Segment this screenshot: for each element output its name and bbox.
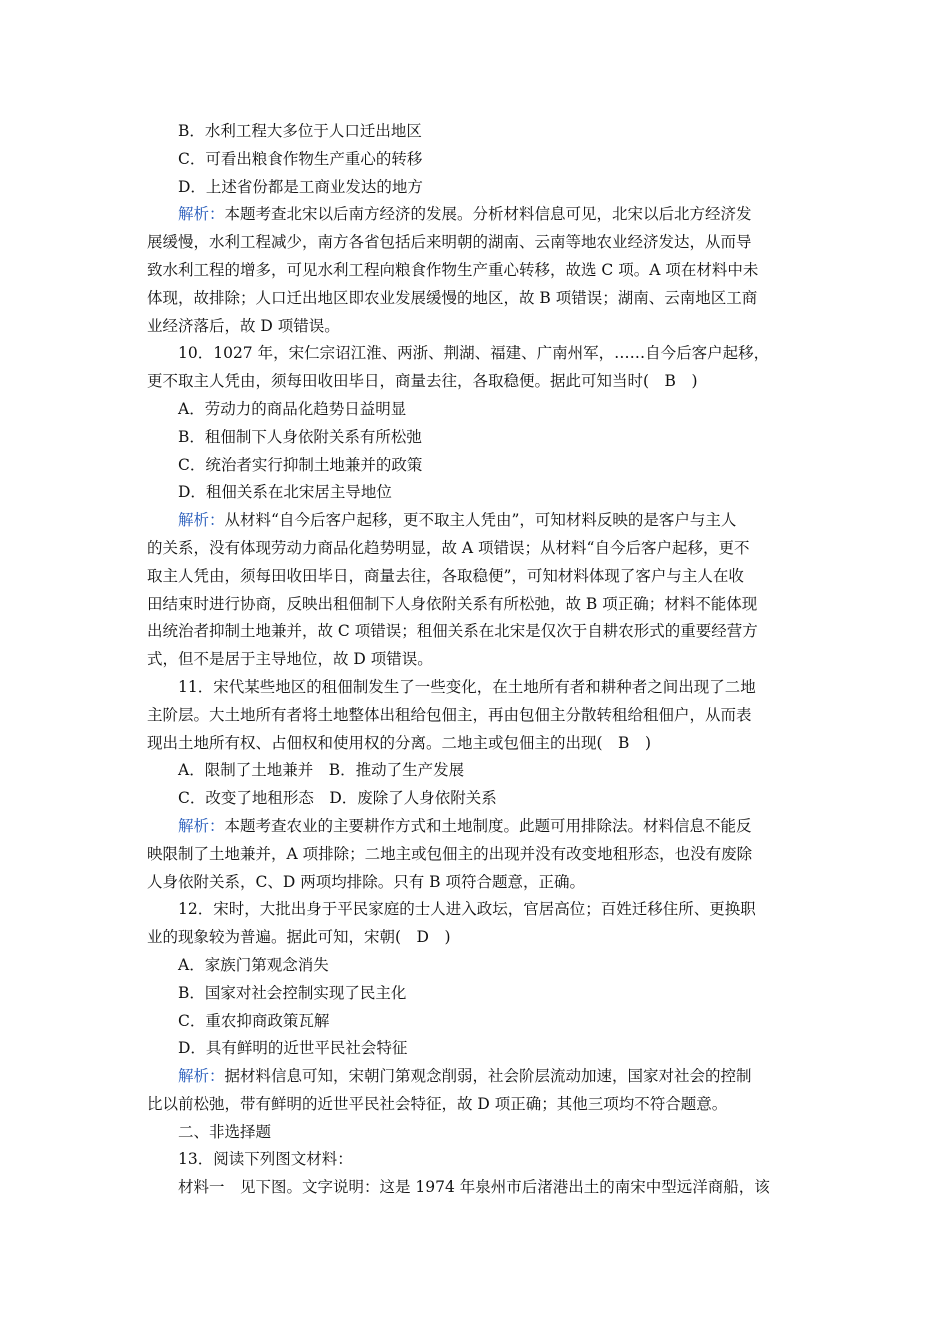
q9-analysis-line: 展缓慢，水利工程减少，南方各省包括后来明朝的湖南、云南等地农业经济发达，从而导 [147,233,752,252]
q11-stem-line: 现出土地所有权、占佃权和使用权的分离。二地主或包佃主的出现( B ) [147,733,651,752]
q11-analysis-line: 映限制了土地兼并，A 项排除；二地主或包佃主的出现并没有改变地租形态，也没有废除 [147,844,753,863]
q11-options-cd: C．改变了地租形态 D．废除了人身依附关系 [178,789,497,808]
q12-stem-line: 业的现象较为普遍。据此可知，宋朝( D ) [147,928,451,947]
q10-analysis-line: 出统治者抑制土地兼并，故 C 项错误；租佃关系在北宋是仅次于自耕农形式的重要经营方 [147,622,758,641]
q11-stem-line: 主阶层。大土地所有者将土地整体出租给包佃主，再由包佃主分散转租给租佃户，从而表 [147,705,752,724]
q9-analysis-line: 致水利工程的增多，可见水利工程向粮食作物生产重心转移，故选 C 项。A 项在材料中未 [147,260,759,279]
q9-option-d: D．上述省份都是工商业发达的地方 [178,177,423,196]
q10-stem-line: 更不取主人凭由，须每田收田毕日，商量去往，各取稳便。据此可知当时( B ) [147,372,698,391]
q11-analysis-line: 解析：本题考查农业的主要耕作方式和土地制度。此题可用排除法。材料信息不能反 [178,816,752,835]
q12-option-b: B．国家对社会控制实现了民主化 [178,983,407,1002]
q10-analysis-line: 解析：从材料“自今后客户起移，更不取主人凭由”，可知材料反映的是客户与主人 [178,511,737,530]
analysis-label: 解析： [178,816,225,835]
q10-option-c: C．统治者实行抑制土地兼并的政策 [178,455,423,474]
q9-analysis-line: 业经济落后，故 D 项错误。 [147,316,340,335]
analysis-label: 解析： [178,511,225,530]
q10-stem-line: 10．1027 年，宋仁宗诏江淮、两浙、荆湖、福建、广南州军，……自今后客户起移， [178,344,770,363]
q10-analysis-line: 取主人凭由，须每田收田毕日，商量去往，各取稳便”，可知材料体现了客户与主人在收 [147,566,744,585]
q10-option-d: D．租佃关系在北宋居主导地位 [178,483,392,502]
q12-option-d: D．具有鲜明的近世平民社会特征 [178,1039,408,1058]
q11-analysis-line: 人身依附关系，C、D 两项均排除。只有 B 项符合题意，正确。 [147,872,585,891]
q9-analysis-line: 解析：本题考查北宋以后南方经济的发展。分析材料信息可见，北宋以后北方经济发 [178,205,752,224]
q10-option-b: B．租佃制下人身依附关系有所松弛 [178,427,422,446]
q12-analysis-line: 解析：据材料信息可知，宋朝门第观念削弱，社会阶层流动加速，国家对社会的控制 [178,1067,752,1086]
q11-stem-line: 11．宋代某些地区的租佃制发生了一些变化，在土地所有者和耕种者之间出现了二地 [178,677,756,696]
analysis-label: 解析： [178,1067,225,1086]
q9-analysis-line: 体现，故排除；人口迁出地区即农业发展缓慢的地区，故 B 项错误；湖南、云南地区工商 [147,288,758,307]
q12-option-a: A．家族门第观念消失 [178,955,329,974]
q12-option-c: C．重农抑商政策瓦解 [178,1011,330,1030]
q9-option-b: B．水利工程大多位于人口迁出地区 [178,122,422,140]
document-page [147,118,811,1202]
q13-material1: 材料一 见下图。文字说明：这是 1974 年泉州市后渚港出土的南宋中型远洋商船，该 [178,1178,770,1197]
q12-analysis-line: 比以前松弛，带有鲜明的近世平民社会特征，故 D 项正确；其他三项均不符合题意。 [147,1094,728,1113]
analysis-label: 解析： [178,205,225,224]
q9-option-c: C．可看出粮食作物生产重心的转移 [178,149,423,168]
q12-stem-line: 12．宋时，大批出身于平民家庭的士人进入政坛，官居高位；百姓迁移住所、更换职 [178,900,756,919]
q10-analysis-line: 式，但不是居于主导地位，故 D 项错误。 [147,650,433,669]
q11-options-ab: A．限制了土地兼并 B．推动了生产发展 [178,761,465,780]
section-heading: 二、非选择题 [178,1122,272,1141]
q10-option-a: A．劳动力的商品化趋势日益明显 [178,399,407,418]
q13-stem: 13．阅读下列图文材料： [178,1150,353,1169]
q10-analysis-line: 的关系，没有体现劳动力商品化趋势明显，故 A 项错误；从材料“自今后客户起移，更不 [147,538,750,557]
q10-analysis-line: 田结束时进行协商，反映出租佃制下人身依附关系有所松弛，故 B 项正确；材料不能体现 [147,594,758,613]
